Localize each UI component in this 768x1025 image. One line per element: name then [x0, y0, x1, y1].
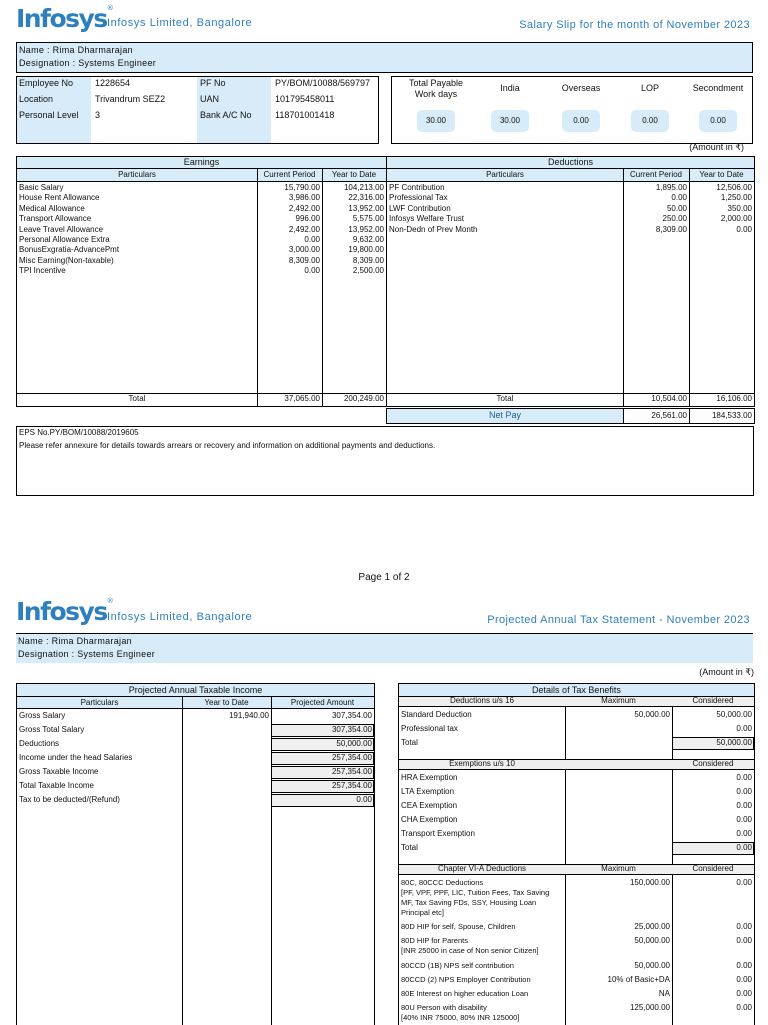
deduction-name: Professional Tax: [389, 193, 448, 203]
deductions-ytd-header: Year to Date: [699, 170, 744, 179]
income-projected: 257,354.00: [331, 753, 372, 762]
workdays-value: 0.00: [631, 110, 669, 132]
income-projected: 307,354.00: [331, 725, 372, 734]
deduction-ytd: 0.00: [736, 224, 752, 234]
income-particular: Tax to be deducted/(Refund): [19, 795, 120, 804]
benefit-max-header: Maximum: [601, 864, 636, 873]
deductions-current-header: Current Period: [629, 170, 683, 179]
income-particular: Deductions: [19, 739, 60, 748]
earning-ytd: 19,800.00: [348, 245, 384, 255]
detail-label-2: Bank A/C No: [200, 110, 252, 120]
net-pay-label: Net Pay: [488, 410, 521, 420]
earning-current: 2,492.00: [288, 224, 320, 234]
ded16-label: Professional tax: [401, 724, 458, 733]
via-max: 25,000.00: [634, 922, 670, 931]
ex10-label: Total: [401, 843, 418, 852]
income-col-projected: Projected Amount: [290, 698, 355, 707]
detail-value: 1228654: [95, 78, 131, 88]
deduction-name: PF Contribution: [389, 183, 445, 192]
income-col-particulars: Particulars: [80, 698, 119, 707]
ex10-label: CHA Exemption: [401, 815, 458, 824]
earning-ytd: 13,952.00: [348, 203, 384, 213]
earning-current: 0.00: [304, 235, 320, 244]
via-max: 50,000.00: [634, 961, 670, 970]
deductions-total-current: 10,504.00: [651, 394, 687, 403]
benefit-considered-header: Considered: [692, 864, 734, 873]
via-label-line: 80CCD (2) NPS Employer Contribution: [401, 975, 531, 984]
page-number: Page 1 of 2: [358, 572, 410, 583]
deduction-ytd: 2,000.00: [720, 214, 752, 224]
deduction-current: 1,895.00: [655, 183, 687, 192]
workdays-value: 0.00: [562, 110, 600, 132]
via-label-line: [PF, VPF, PPF, LIC, Tuition Fees, Tax Saving: [401, 888, 550, 897]
ded16-considered: 50,000.00: [716, 710, 752, 719]
deduction-ytd: 12,506.00: [716, 183, 752, 192]
deduction-name: LWF Contribution: [389, 203, 451, 213]
detail-label: Personal Level: [19, 110, 79, 120]
workdays-value: 30.00: [417, 110, 455, 132]
company-name-2: Infosys Limited, Bangalore: [107, 611, 253, 623]
deduction-current: 0.00: [671, 193, 687, 203]
earning-ytd: 2,500.00: [352, 266, 384, 276]
ex10-considered: 0.00: [736, 801, 752, 810]
via-max: NA: [658, 989, 670, 998]
via-label-line: [40% INR 75000, 80% INR 125000]: [401, 1013, 520, 1022]
workdays-header: India: [500, 83, 520, 93]
deduction-current: 8,309.00: [655, 224, 687, 234]
via-max: 50,000.00: [634, 936, 670, 945]
via-considered: 0.00: [736, 961, 752, 970]
via-considered: 0.00: [736, 922, 752, 931]
income-projected: 257,354.00: [331, 767, 372, 776]
tax-statement-title: Projected Annual Tax Statement - November 2023: [487, 614, 750, 626]
tax-benefits-title: Details of Tax Benefits: [532, 685, 621, 695]
benefit-section-header: Chapter VI-A Deductions: [437, 864, 527, 873]
via-label-line: Principal etc]: [401, 908, 444, 917]
earnings-deductions-table: [16, 156, 755, 407]
ex10-considered: 0.00: [736, 843, 752, 852]
via-label-line: 80CCD (1B) NPS self contribution: [401, 961, 514, 970]
earning-name: BonusExgratia-AdvancePmt: [19, 245, 120, 255]
detail-label-2: UAN: [200, 94, 220, 104]
eps-number: EPS No.PY/BOM/10088/2019605: [19, 428, 139, 437]
earning-current: 2,492.00: [288, 203, 320, 213]
workdays-header: Secondment: [692, 83, 744, 93]
earnings-title: Earnings: [183, 157, 220, 167]
earning-current: 0.00: [304, 266, 320, 276]
workdays-header: Overseas: [561, 83, 601, 93]
via-label-line: 80D HIP for self, Spouse, Children: [401, 922, 516, 931]
earning-ytd: 5,575.00: [352, 214, 384, 224]
annexure-note: Please refer annexure for details towards arrears or recovery and information on additional payments and deductions.: [19, 441, 436, 450]
via-label-line: 80U Person with disability: [401, 1003, 487, 1012]
slip-title: Salary Slip for the month of November 2023: [519, 19, 750, 31]
via-considered: 0.00: [736, 975, 752, 984]
ex10-label: LTA Exemption: [401, 787, 455, 796]
employee-designation-2: Designation : Systems Engineer: [18, 649, 156, 659]
deduction-ytd: 1,250.00: [720, 193, 752, 203]
earning-ytd: 9,632.00: [352, 235, 384, 244]
earning-name: TPI Incentive: [19, 266, 66, 276]
via-considered: 0.00: [736, 936, 752, 945]
ded16-label: Standard Deduction: [401, 710, 472, 719]
deductions-total-ytd: 16,106.00: [716, 394, 752, 403]
ded16-label: Total: [401, 738, 418, 747]
earnings-current-header: Current Period: [263, 170, 316, 179]
income-particular: Income under the head Salaries: [19, 753, 133, 762]
notes-box: [16, 426, 754, 496]
earning-name: Misc Earning(Non-taxable): [19, 255, 114, 265]
earning-current: 3,986.00: [288, 193, 320, 203]
deductions-particulars-header: Particulars: [486, 170, 524, 179]
company-name: Infosys Limited, Bangalore: [107, 17, 253, 29]
via-max: 10% of Basic+DA: [607, 975, 670, 984]
net-pay-row: [386, 408, 755, 424]
deductions-title: Deductions: [547, 157, 594, 167]
ex10-label: HRA Exemption: [401, 773, 458, 782]
earnings-total-label: Total: [128, 394, 146, 403]
taxable-income-table: [16, 683, 375, 1025]
detail-value: Trivandrum SEZ2: [95, 94, 166, 104]
earning-current: 8,309.00: [288, 255, 320, 265]
infosys-logo-2: Infosys®: [16, 597, 114, 626]
ded16-max: 50,000.00: [634, 710, 670, 719]
earning-ytd: 104,213.00: [343, 183, 384, 192]
work-days-box: [391, 76, 753, 144]
employee-name-bar-2: [16, 633, 753, 663]
employee-designation: Designation : Systems Engineer: [19, 58, 157, 68]
via-label-line: 80E Interest on higher education Loan: [401, 989, 529, 998]
amount-note: (Amount in ₹): [689, 142, 744, 152]
net-pay-current: 26,561.00: [651, 411, 687, 420]
via-label-line: MF, Tax Saving FDs, SSY, Housing Loan: [401, 898, 537, 907]
deduction-current: 50.00: [666, 203, 687, 213]
income-projected: 257,354.00: [331, 781, 372, 790]
via-considered: 0.00: [736, 1003, 752, 1012]
workdays-value: 30.00: [491, 110, 529, 132]
income-projected: 0.00: [356, 795, 372, 804]
income-ytd: 191,940.00: [228, 711, 269, 720]
workdays-value: 0.00: [699, 110, 737, 132]
employee-details-box: [16, 76, 379, 144]
earning-name: Personal Allowance Extra: [19, 235, 110, 244]
income-projected: 50,000.00: [336, 739, 372, 748]
earnings-total-ytd: 200,249.00: [343, 394, 384, 403]
employee-name-2: Name : Rima Dharmarajan: [18, 636, 132, 646]
ded16-considered: 0.00: [736, 724, 752, 733]
detail-label-2: PF No: [200, 78, 226, 88]
ex10-considered: 0.00: [736, 787, 752, 796]
deductions-total-label: Total: [496, 394, 514, 403]
benefit-section-header: Deductions u/s 16: [449, 696, 515, 705]
workdays-header: Total Payable Work days: [408, 78, 464, 99]
taxable-income-title: Projected Annual Taxable Income: [128, 685, 263, 695]
detail-value-2: PY/BOM/10088/569797: [275, 78, 371, 88]
income-particular: Gross Salary: [19, 711, 66, 720]
detail-label: Location: [19, 94, 54, 104]
net-pay-ytd: 184,533.00: [711, 411, 752, 420]
employee-name: Name : Rima Dharmarajan: [19, 45, 133, 55]
earning-ytd: 22,316.00: [348, 193, 384, 203]
income-col-ytd: Year to Date: [204, 698, 249, 707]
infosys-logo: Infosys®: [16, 4, 114, 33]
income-particular: Total Taxable Income: [19, 781, 95, 790]
ex10-label: CEA Exemption: [401, 801, 458, 810]
via-considered: 0.00: [736, 989, 752, 998]
detail-value: 3: [95, 110, 101, 120]
employee-name-bar: [16, 42, 753, 73]
earnings-particulars-header: Particulars: [118, 170, 156, 179]
detail-value-2: 118701001418: [275, 110, 335, 120]
income-particular: Gross Total Salary: [19, 725, 85, 734]
deduction-name: Non-Dedn of Prev Month: [389, 224, 478, 234]
amount-note-2: (Amount in ₹): [699, 667, 754, 677]
benefit-considered-header: Considered: [692, 696, 734, 705]
earning-name: Medical Allowance: [19, 203, 85, 213]
ex10-considered: 0.00: [736, 829, 752, 838]
earning-current: 15,790.00: [284, 183, 320, 192]
benefit-max-header: Maximum: [601, 696, 636, 705]
benefit-considered-header: Considered: [692, 759, 734, 768]
deduction-current: 250.00: [662, 214, 687, 224]
detail-value-2: 101795458011: [275, 94, 335, 104]
via-max: 125,000.00: [629, 1003, 670, 1012]
earning-current: 996.00: [295, 214, 320, 224]
workdays-header: LOP: [640, 83, 659, 93]
via-label-line: 80D HIP for Parents: [401, 936, 468, 945]
ex10-label: Transport Exemption: [401, 829, 475, 838]
earnings-total-current: 37,065.00: [284, 394, 320, 403]
ex10-considered: 0.00: [736, 815, 752, 824]
earning-name: Leave Travel Allowance: [19, 224, 104, 234]
via-label-line: [INR 25000 in case of Non senior Citizen]: [401, 946, 539, 955]
via-label-line: 80C, 80CCC Deductions: [401, 878, 484, 887]
earning-name: Transport Allowance: [19, 214, 92, 224]
earning-current: 3,000.00: [288, 245, 320, 255]
earnings-ytd-header: Year to Date: [331, 170, 377, 179]
earning-name: Basic Salary: [19, 183, 64, 192]
earning-ytd: 13,952.00: [348, 224, 384, 234]
earning-ytd: 8,309.00: [352, 255, 384, 265]
income-particular: Gross Taxable Income: [19, 767, 99, 776]
ded16-considered: 50,000.00: [716, 738, 752, 747]
income-projected: 307,354.00: [331, 711, 372, 720]
deduction-name: Infosys Welfare Trust: [389, 214, 464, 224]
tax-benefits-table: [398, 683, 755, 1025]
benefit-section-header: Exemptions u/s 10: [449, 759, 515, 768]
via-considered: 0.00: [736, 878, 752, 887]
detail-label: Employee No: [19, 78, 74, 88]
via-max: 150,000.00: [629, 878, 670, 887]
earning-name: House Rent Allowance: [19, 193, 100, 203]
deduction-ytd: 350.00: [727, 203, 752, 213]
ex10-considered: 0.00: [736, 773, 752, 782]
